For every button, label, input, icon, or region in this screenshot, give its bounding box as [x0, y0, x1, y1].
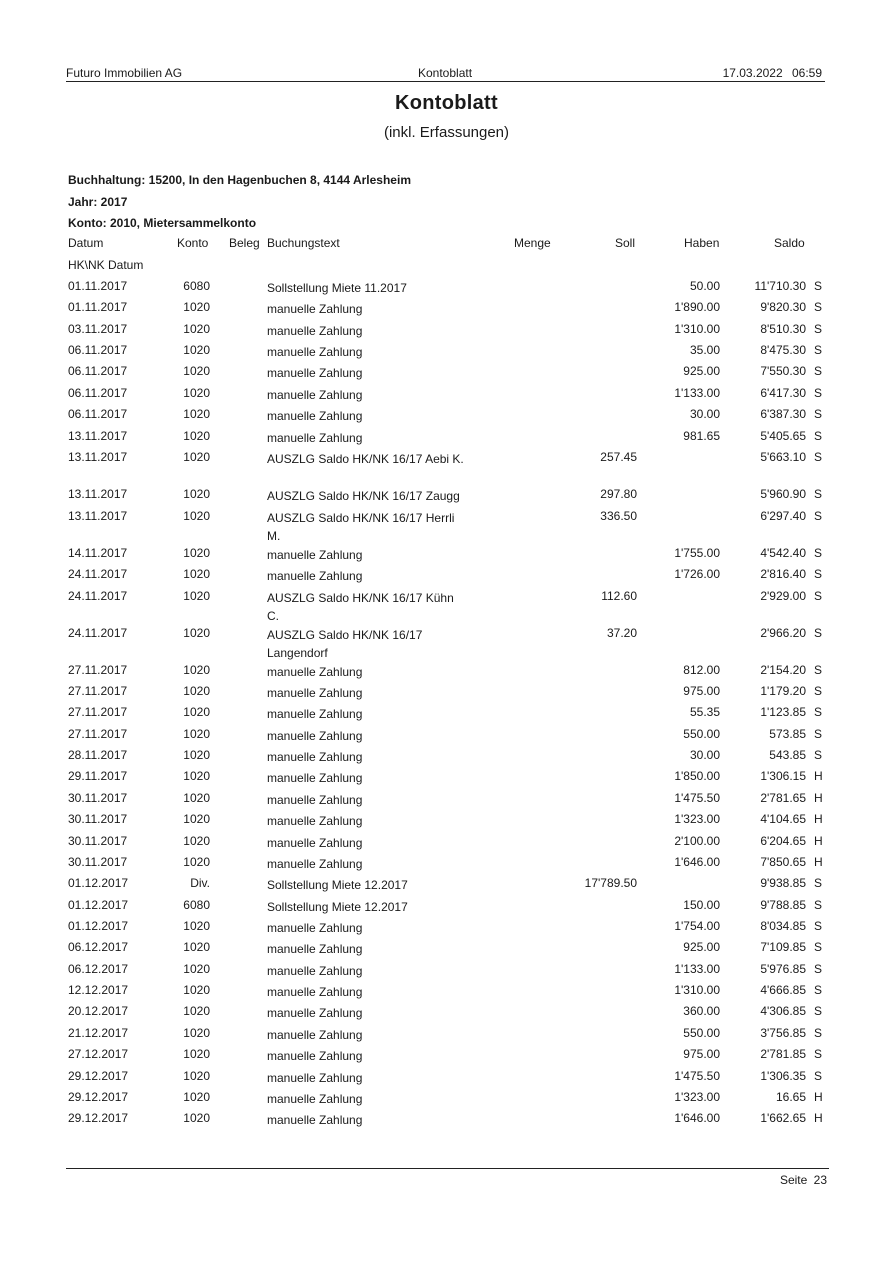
row-haben: 1'850.00 — [674, 769, 720, 783]
row-date: 01.12.2017 — [68, 919, 129, 933]
row-soll-haben-flag: S — [814, 343, 823, 357]
row-konto: 1020 — [183, 567, 210, 581]
row-date: 06.12.2017 — [68, 940, 129, 954]
row-saldo: 5'960.90 — [760, 487, 806, 501]
row-date: 01.12.2017 — [68, 876, 129, 890]
column-header-haben: Haben — [684, 236, 720, 250]
row-soll: 297.80 — [600, 487, 637, 501]
row-saldo: 1'662.65 — [760, 1111, 806, 1125]
row-buchungstext: AUSZLG Saldo HK/NK 16/17 Herrli M. — [267, 511, 455, 543]
row-haben: 1'754.00 — [674, 919, 720, 933]
row-saldo: 2'154.20 — [760, 663, 806, 677]
row-konto: 1020 — [183, 386, 210, 400]
row-soll-haben-flag: S — [814, 322, 823, 336]
row-haben: 1'323.00 — [674, 1090, 720, 1104]
row-buchungstext: Sollstellung Miete 12.2017 — [267, 900, 408, 914]
row-konto: 1020 — [183, 407, 210, 421]
row-soll-haben-flag: H — [814, 769, 823, 783]
row-konto: 1020 — [183, 1047, 210, 1061]
row-konto: 1020 — [183, 1069, 210, 1083]
row-konto: 1020 — [183, 509, 210, 523]
row-konto: 1020 — [183, 940, 210, 954]
company-name: Futuro Immobilien AG — [66, 66, 183, 80]
row-date: 27.12.2017 — [68, 1047, 129, 1061]
row-date: 01.11.2017 — [68, 279, 128, 293]
row-buchungstext: manuelle Zahlung — [267, 857, 363, 871]
row-konto: Div. — [190, 876, 210, 890]
row-date: 06.12.2017 — [68, 962, 129, 976]
row-haben: 30.00 — [689, 407, 720, 421]
row-date: 24.11.2017 — [68, 567, 128, 581]
row-buchungstext: AUSZLG Saldo HK/NK 16/17 Langendorf — [267, 628, 423, 660]
row-konto: 1020 — [183, 589, 210, 603]
row-date: 27.11.2017 — [68, 727, 128, 741]
row-konto: 1020 — [183, 1026, 210, 1040]
row-date: 29.12.2017 — [68, 1069, 129, 1083]
row-saldo: 7'109.85 — [760, 940, 806, 954]
row-date: 27.11.2017 — [68, 684, 128, 698]
row-buchungstext: manuelle Zahlung — [267, 814, 363, 828]
row-saldo: 9'820.30 — [760, 300, 806, 314]
row-date: 14.11.2017 — [68, 546, 128, 560]
row-buchungstext: manuelle Zahlung — [267, 302, 363, 316]
row-haben: 1'646.00 — [674, 855, 720, 869]
row-soll-haben-flag: S — [814, 407, 823, 421]
row-konto: 1020 — [183, 450, 210, 464]
row-date: 13.11.2017 — [68, 487, 128, 501]
column-header-menge: Menge — [514, 236, 551, 250]
row-saldo: 2'929.00 — [760, 589, 806, 603]
row-date: 06.11.2017 — [68, 407, 128, 421]
row-saldo: 16.65 — [775, 1090, 806, 1104]
row-date: 06.11.2017 — [68, 343, 128, 357]
row-haben: 975.00 — [683, 684, 720, 698]
row-saldo: 1'123.85 — [760, 705, 806, 719]
row-buchungstext: manuelle Zahlung — [267, 793, 363, 807]
meta-jahr: Jahr: 2017 — [68, 195, 128, 209]
row-konto: 1020 — [183, 546, 210, 560]
row-saldo: 6'204.65 — [760, 834, 806, 848]
row-saldo: 6'297.40 — [760, 509, 806, 523]
row-haben: 35.00 — [689, 343, 720, 357]
row-konto: 1020 — [183, 791, 210, 805]
row-soll-haben-flag: S — [814, 589, 823, 603]
row-saldo: 9'938.85 — [760, 876, 806, 890]
row-konto: 1020 — [183, 812, 210, 826]
row-saldo: 7'850.65 — [760, 855, 806, 869]
row-date: 27.11.2017 — [68, 663, 128, 677]
row-soll-haben-flag: S — [814, 1047, 823, 1061]
row-buchungstext: manuelle Zahlung — [267, 1006, 363, 1020]
row-buchungstext: manuelle Zahlung — [267, 686, 363, 700]
row-konto: 1020 — [183, 919, 210, 933]
row-haben: 1'475.50 — [674, 1069, 720, 1083]
row-buchungstext: manuelle Zahlung — [267, 921, 363, 935]
row-buchungstext: AUSZLG Saldo HK/NK 16/17 Zaugg — [267, 489, 460, 503]
print-datetime: 17.03.2022 06:59 — [722, 66, 822, 80]
row-saldo: 2'781.85 — [760, 1047, 806, 1061]
row-konto: 1020 — [183, 727, 210, 741]
row-saldo: 9'788.85 — [760, 898, 806, 912]
row-date: 03.11.2017 — [68, 322, 128, 336]
row-saldo: 2'781.65 — [760, 791, 806, 805]
row-date: 06.11.2017 — [68, 364, 128, 378]
row-date: 24.11.2017 — [68, 589, 128, 603]
row-haben: 1'133.00 — [674, 386, 720, 400]
row-soll: 112.60 — [601, 589, 637, 603]
row-haben: 1'475.50 — [674, 791, 720, 805]
row-haben: 30.00 — [689, 748, 720, 762]
row-buchungstext: manuelle Zahlung — [267, 750, 363, 764]
row-soll-haben-flag: S — [814, 684, 823, 698]
row-date: 30.11.2017 — [68, 812, 128, 826]
row-soll-haben-flag: S — [814, 450, 823, 464]
document-title: Kontoblatt — [395, 92, 498, 114]
row-soll-haben-flag: S — [814, 546, 823, 560]
row-haben: 975.00 — [683, 1047, 720, 1061]
row-haben: 55.35 — [689, 705, 720, 719]
row-soll-haben-flag: S — [814, 876, 823, 890]
row-haben: 550.00 — [683, 1026, 720, 1040]
row-soll-haben-flag: S — [814, 300, 823, 314]
row-soll-haben-flag: H — [814, 855, 823, 869]
row-date: 24.11.2017 — [68, 626, 128, 640]
row-haben: 150.00 — [683, 898, 720, 912]
row-date: 30.11.2017 — [68, 834, 128, 848]
column-header-buchungstext: Buchungstext — [267, 236, 340, 250]
row-konto: 1020 — [183, 855, 210, 869]
row-date: 20.12.2017 — [68, 1004, 129, 1018]
footer-divider — [66, 1168, 829, 1169]
row-date: 21.12.2017 — [68, 1026, 129, 1040]
row-soll-haben-flag: S — [814, 705, 823, 719]
row-buchungstext: manuelle Zahlung — [267, 1028, 363, 1042]
meta-konto: Konto: 2010, Mietersammelkonto — [68, 216, 257, 230]
row-soll-haben-flag: S — [814, 727, 823, 741]
row-buchungstext: manuelle Zahlung — [267, 324, 363, 338]
row-soll-haben-flag: S — [814, 429, 823, 443]
row-date: 30.11.2017 — [68, 855, 128, 869]
row-soll-haben-flag: S — [814, 1004, 823, 1018]
row-date: 30.11.2017 — [68, 791, 128, 805]
row-haben: 1'310.00 — [674, 322, 720, 336]
row-date: 29.12.2017 — [68, 1111, 129, 1125]
row-buchungstext: manuelle Zahlung — [267, 548, 363, 562]
row-buchungstext: manuelle Zahlung — [267, 1113, 363, 1127]
row-buchungstext: manuelle Zahlung — [267, 1092, 363, 1106]
row-soll-haben-flag: S — [814, 663, 823, 677]
row-buchungstext: manuelle Zahlung — [267, 366, 363, 380]
row-konto: 1020 — [183, 748, 210, 762]
row-saldo: 4'104.65 — [760, 812, 806, 826]
row-saldo: 8'475.30 — [760, 343, 806, 357]
row-soll: 37.20 — [606, 626, 637, 640]
row-saldo: 6'387.30 — [760, 407, 806, 421]
row-haben: 50.00 — [689, 279, 720, 293]
row-konto: 1020 — [183, 663, 210, 677]
row-buchungstext: manuelle Zahlung — [267, 771, 363, 785]
row-buchungstext: manuelle Zahlung — [267, 569, 363, 583]
row-date: 13.11.2017 — [68, 509, 128, 523]
row-saldo: 1'306.35 — [760, 1069, 806, 1083]
row-date: 28.11.2017 — [68, 748, 128, 762]
row-saldo: 5'405.65 — [760, 429, 806, 443]
row-buchungstext: manuelle Zahlung — [267, 964, 363, 978]
row-konto: 1020 — [183, 626, 210, 640]
row-haben: 2'100.00 — [674, 834, 720, 848]
row-saldo: 4'306.85 — [760, 1004, 806, 1018]
row-buchungstext: manuelle Zahlung — [267, 1071, 363, 1085]
row-saldo: 1'179.20 — [760, 684, 806, 698]
row-haben: 981.65 — [683, 429, 720, 443]
row-saldo: 543.85 — [769, 748, 806, 762]
row-konto: 1020 — [183, 834, 210, 848]
row-buchungstext: manuelle Zahlung — [267, 388, 363, 402]
row-soll-haben-flag: S — [814, 1069, 823, 1083]
row-konto: 1020 — [183, 364, 210, 378]
row-soll-haben-flag: S — [814, 509, 823, 523]
row-konto: 6080 — [183, 898, 210, 912]
row-buchungstext: manuelle Zahlung — [267, 942, 363, 956]
row-buchungstext: manuelle Zahlung — [267, 729, 363, 743]
row-buchungstext: manuelle Zahlung — [267, 836, 363, 850]
row-buchungstext: manuelle Zahlung — [267, 409, 363, 423]
row-haben: 1'646.00 — [674, 1111, 720, 1125]
row-konto: 1020 — [183, 322, 210, 336]
row-buchungstext: manuelle Zahlung — [267, 665, 363, 679]
row-soll-haben-flag: S — [814, 898, 823, 912]
row-saldo: 6'417.30 — [760, 386, 806, 400]
row-date: 13.11.2017 — [68, 429, 128, 443]
row-haben: 360.00 — [683, 1004, 720, 1018]
row-saldo: 4'666.85 — [760, 983, 806, 997]
row-soll-haben-flag: H — [814, 1111, 823, 1125]
row-saldo: 8'034.85 — [760, 919, 806, 933]
row-soll-haben-flag: S — [814, 962, 823, 976]
row-buchungstext: Sollstellung Miete 12.2017 — [267, 878, 408, 892]
row-haben: 925.00 — [683, 364, 720, 378]
row-buchungstext: manuelle Zahlung — [267, 707, 363, 721]
row-haben: 550.00 — [683, 727, 720, 741]
row-soll-haben-flag: S — [814, 487, 823, 501]
row-soll-haben-flag: S — [814, 626, 823, 640]
row-buchungstext: manuelle Zahlung — [267, 431, 363, 445]
row-soll-haben-flag: S — [814, 940, 823, 954]
row-soll-haben-flag: H — [814, 834, 823, 848]
row-soll-haben-flag: H — [814, 791, 823, 805]
row-saldo: 5'976.85 — [760, 962, 806, 976]
row-buchungstext: manuelle Zahlung — [267, 1049, 363, 1063]
row-soll-haben-flag: S — [814, 279, 823, 293]
column-header-datum: Datum — [68, 236, 104, 250]
row-konto: 1020 — [183, 1004, 210, 1018]
row-buchungstext: Sollstellung Miete 11.2017 — [267, 281, 407, 295]
row-konto: 1020 — [183, 300, 210, 314]
row-date: 13.11.2017 — [68, 450, 128, 464]
row-konto: 1020 — [183, 962, 210, 976]
row-date: 01.11.2017 — [68, 300, 128, 314]
meta-buchhaltung: Buchhaltung: 15200, In den Hagenbuchen 8, 4144 Arlesheim — [68, 173, 411, 187]
row-konto: 1020 — [183, 769, 210, 783]
row-saldo: 2'966.20 — [760, 626, 806, 640]
row-saldo: 1'306.15 — [760, 769, 806, 783]
row-konto: 1020 — [183, 1090, 210, 1104]
row-date: 29.11.2017 — [68, 769, 128, 783]
row-haben: 1'726.00 — [674, 567, 720, 581]
row-konto: 1020 — [183, 1111, 210, 1125]
row-soll-haben-flag: S — [814, 1026, 823, 1040]
row-date: 01.12.2017 — [68, 898, 129, 912]
row-saldo: 8'510.30 — [760, 322, 806, 336]
row-buchungstext: manuelle Zahlung — [267, 345, 363, 359]
row-haben: 1'310.00 — [674, 983, 720, 997]
header-report-name: Kontoblatt — [418, 66, 473, 80]
row-haben: 925.00 — [683, 940, 720, 954]
row-saldo: 573.85 — [769, 727, 806, 741]
row-haben: 1'755.00 — [674, 546, 720, 560]
row-date: 12.12.2017 — [68, 983, 129, 997]
column-header-soll: Soll — [615, 236, 636, 250]
row-soll-haben-flag: S — [814, 567, 823, 581]
row-saldo: 2'816.40 — [760, 567, 806, 581]
row-saldo: 4'542.40 — [760, 546, 806, 560]
row-soll-haben-flag: S — [814, 983, 823, 997]
row-haben: 812.00 — [683, 663, 720, 677]
row-soll-haben-flag: S — [814, 386, 823, 400]
column-header-konto: Konto — [177, 236, 209, 250]
row-haben: 1'890.00 — [674, 300, 720, 314]
row-date: 06.11.2017 — [68, 386, 128, 400]
row-soll: 17'789.50 — [584, 876, 637, 890]
row-soll: 257.45 — [600, 450, 637, 464]
page-number: Seite 23 — [779, 1173, 827, 1187]
row-soll-haben-flag: H — [814, 1090, 823, 1104]
row-soll: 336.50 — [600, 509, 637, 523]
row-saldo: 11'710.30 — [754, 279, 806, 293]
row-haben: 1'323.00 — [674, 812, 720, 826]
row-date: 27.11.2017 — [68, 705, 128, 719]
row-konto: 1020 — [183, 705, 210, 719]
row-saldo: 3'756.85 — [760, 1026, 806, 1040]
row-soll-haben-flag: S — [814, 748, 823, 762]
row-buchungstext: AUSZLG Saldo HK/NK 16/17 Kühn C. — [267, 591, 454, 623]
row-soll-haben-flag: S — [814, 919, 823, 933]
row-konto: 1020 — [183, 343, 210, 357]
column-header-saldo: Saldo — [774, 236, 805, 250]
row-haben: 1'133.00 — [674, 962, 720, 976]
column-header-beleg: Beleg — [229, 236, 260, 250]
row-konto: 6080 — [183, 279, 210, 293]
row-date: 29.12.2017 — [68, 1090, 129, 1104]
row-konto: 1020 — [183, 429, 210, 443]
row-saldo: 7'550.30 — [760, 364, 806, 378]
row-konto: 1020 — [183, 983, 210, 997]
row-buchungstext: AUSZLG Saldo HK/NK 16/17 Aebi K. — [267, 452, 464, 466]
row-soll-haben-flag: H — [814, 812, 823, 826]
row-konto: 1020 — [183, 487, 210, 501]
row-soll-haben-flag: S — [814, 364, 823, 378]
row-buchungstext: manuelle Zahlung — [267, 985, 363, 999]
column-header-hknk-datum: HK\NK Datum — [68, 258, 144, 272]
row-konto: 1020 — [183, 684, 210, 698]
document-subtitle: (inkl. Erfassungen) — [383, 124, 510, 141]
row-saldo: 5'663.10 — [760, 450, 806, 464]
